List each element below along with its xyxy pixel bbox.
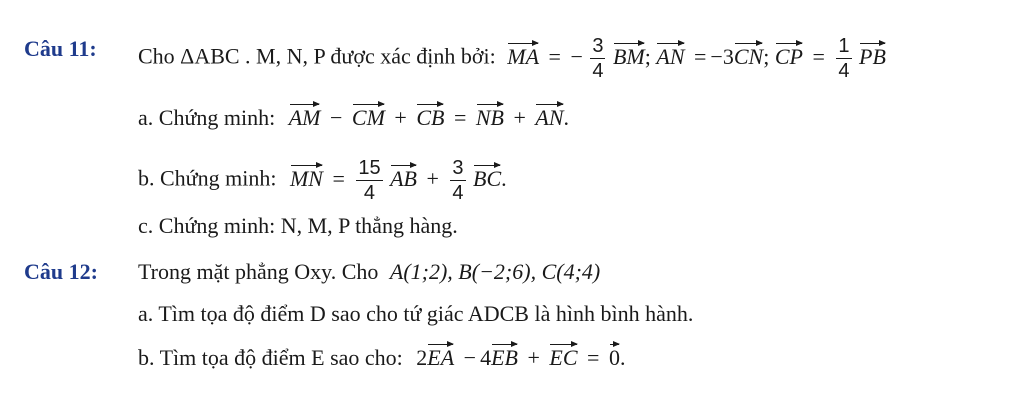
q12-intro-line <box>138 258 600 286</box>
q12-points: A(1;2), B(−2;6), C(4;4) <box>389 259 601 284</box>
q11-part-c: c. Chứng minh: N, M, P thẳng hàng. <box>138 213 458 238</box>
coef-2: 2 <box>416 345 428 370</box>
question-12-label: Câu 12: <box>24 259 98 284</box>
vec-CM: CM <box>352 98 385 132</box>
eq-sign: = <box>694 43 707 69</box>
frac-num: 3 <box>592 35 604 57</box>
vec-PB: PB <box>859 37 886 71</box>
semicolon: ; <box>763 43 770 69</box>
vec-AN: AN <box>535 98 563 132</box>
vec-NB: NB <box>476 98 504 132</box>
frac-den: 4 <box>838 60 850 82</box>
frac-num: 3 <box>452 157 464 179</box>
neg-sign: − <box>570 43 583 69</box>
plus-sign: + <box>394 105 407 130</box>
q11-part-a <box>138 98 569 132</box>
plus-sign: + <box>513 105 526 130</box>
q11-intro-text: Cho ΔABC . M, N, P được xác định bởi: <box>138 43 496 69</box>
eq-sign: = <box>548 43 561 69</box>
q12-intro-text: Trong mặt phẳng Oxy. Cho <box>138 259 379 284</box>
period: . <box>501 165 507 191</box>
vec-BC: BC <box>473 159 501 193</box>
plus-sign: + <box>527 345 540 370</box>
vec-AN: AN <box>656 37 684 71</box>
fraction-15-4 <box>356 156 382 205</box>
q11-a-label: a. Chứng minh: <box>138 105 276 130</box>
fraction-1-4 <box>836 34 851 83</box>
semicolon: ; <box>644 43 651 69</box>
question-11-intro-line <box>138 34 886 83</box>
q11-b-label: b. Chứng minh: <box>138 165 277 191</box>
vec-CP: CP <box>775 37 803 71</box>
question-11-label: Câu 11: <box>24 36 97 61</box>
vec-CN: CN <box>734 37 763 71</box>
minus-sign: − <box>463 345 477 370</box>
fraction-3-4 <box>590 34 605 83</box>
coef-4: 4 <box>480 345 492 370</box>
q12-b-label: b. Tìm tọa độ điểm E sao cho: <box>138 345 403 370</box>
plus-sign: + <box>426 165 439 191</box>
vec-EA: EA <box>427 338 454 372</box>
fraction-3-4 <box>450 156 465 205</box>
coef-neg3: −3 <box>710 43 734 69</box>
vec-zero: 0 <box>609 338 620 372</box>
frac-num: 1 <box>838 35 850 57</box>
vec-BM: BM <box>613 37 645 71</box>
q12-part-b <box>138 338 625 372</box>
period: . <box>563 105 570 130</box>
q12-part-a: a. Tìm tọa độ điểm D sao cho tứ giác ADCB là hình bình hành. <box>138 301 694 326</box>
vec-EB: EB <box>491 338 518 372</box>
vec-EC: EC <box>549 338 577 372</box>
frac-den: 4 <box>452 182 464 204</box>
eq-sign: = <box>587 345 600 370</box>
vec-CB: CB <box>416 98 444 132</box>
vec-MA: MA <box>507 37 539 71</box>
eq-sign: = <box>453 105 467 130</box>
q11-part-b <box>138 156 507 205</box>
frac-den: 4 <box>592 60 604 82</box>
frac-num: 15 <box>358 157 381 179</box>
vec-AM: AM <box>289 98 321 132</box>
minus-sign: − <box>329 105 343 130</box>
eq-sign: = <box>812 43 825 69</box>
vec-MN: MN <box>290 159 323 193</box>
frac-den: 4 <box>363 182 376 204</box>
period: . <box>619 345 626 370</box>
eq-sign: = <box>332 165 345 191</box>
vec-AB: AB <box>390 159 417 193</box>
